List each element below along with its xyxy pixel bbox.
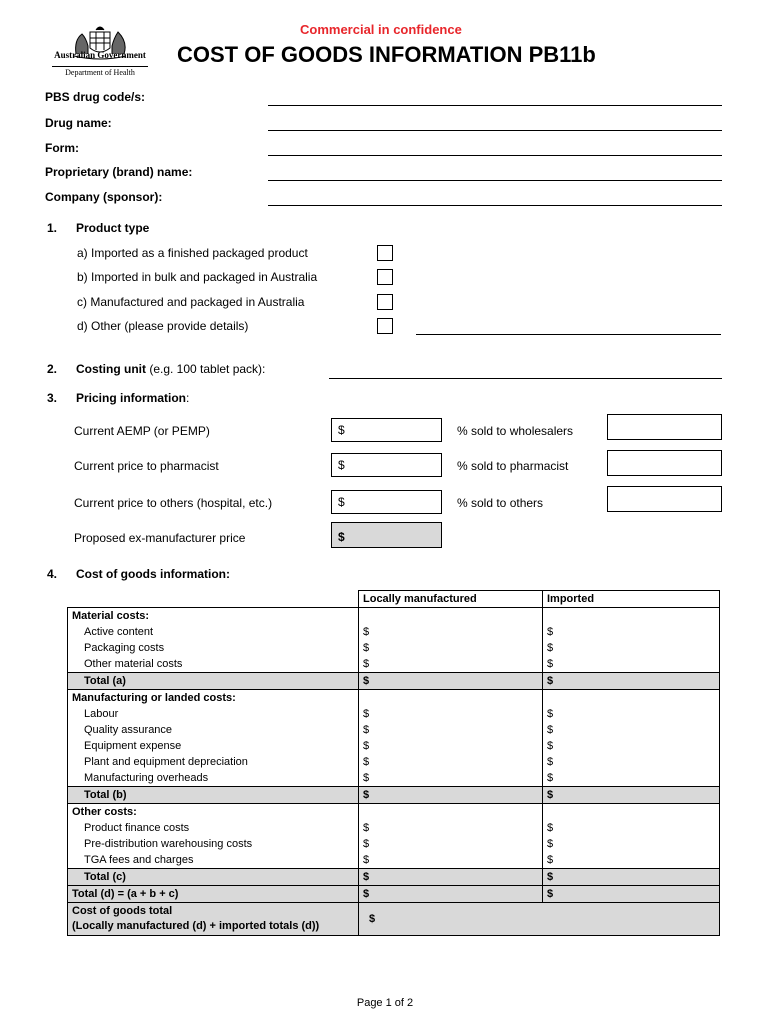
product-type-checkbox-a[interactable] <box>377 245 393 261</box>
pct-wholesalers-input[interactable] <box>607 414 722 440</box>
product-type-option-b: b) Imported in bulk and packaged in Australia <box>77 270 318 284</box>
product-type-checkbox-c[interactable] <box>377 294 393 310</box>
section-1-heading: Product type <box>76 221 150 235</box>
brand-name-label: Proprietary (brand) name: <box>45 165 193 179</box>
section-title: Material costs: <box>68 608 359 625</box>
imported-cost-cell[interactable]: $ <box>543 820 720 836</box>
pbs-code-label: PBS drug code/s: <box>45 90 146 104</box>
table-row <box>68 820 720 836</box>
local-cost-cell[interactable]: $ <box>359 722 543 738</box>
government-name: Australian Government <box>54 50 146 60</box>
row-label: Other material costs <box>68 656 359 673</box>
section-1-number: 1. <box>47 221 58 235</box>
table-row <box>68 836 720 852</box>
pct-pharmacist-input[interactable] <box>607 450 722 476</box>
row-label: Manufacturing overheads <box>68 770 359 787</box>
total-row-c <box>68 869 720 886</box>
imported-total-cell[interactable]: $ <box>543 673 720 690</box>
pricing-heading-text: Pricing information <box>76 391 187 405</box>
table-row <box>68 624 720 640</box>
imported-cost-cell[interactable]: $ <box>543 706 720 722</box>
costing-unit-hint: (e.g. 100 tablet pack): <box>145 362 266 376</box>
total-row-b <box>68 787 720 804</box>
total-label: Total (a) <box>68 673 359 690</box>
col-imported: Imported <box>543 591 720 608</box>
costing-unit-field[interactable] <box>329 378 722 379</box>
pbs-code-field[interactable] <box>268 105 722 106</box>
cost-of-goods-total-row <box>68 903 720 936</box>
section-row-material <box>68 608 720 625</box>
company-label: Company (sponsor): <box>45 190 163 204</box>
grand-total-label: Total (d) = (a + b + c) <box>68 886 359 903</box>
total-label: Total (c) <box>68 869 359 886</box>
row-label: Active content <box>68 624 359 640</box>
imported-cost-cell[interactable]: $ <box>543 624 720 640</box>
imported-cost-cell[interactable]: $ <box>543 852 720 869</box>
final-label-line-2: (Locally manufactured (d) + imported totals (d)) <box>72 920 320 932</box>
cost-of-goods-total-label <box>68 903 359 936</box>
proposed-price-input[interactable]: $ <box>331 522 442 548</box>
header-blank-cell <box>68 591 359 608</box>
row-label: Pre-distribution warehousing costs <box>68 836 359 852</box>
company-field[interactable] <box>268 205 722 206</box>
total-row-d <box>68 886 720 903</box>
drug-name-field[interactable] <box>268 130 722 131</box>
imported-total-cell[interactable]: $ <box>543 787 720 804</box>
brand-name-field[interactable] <box>268 180 722 181</box>
row-label: Quality assurance <box>68 722 359 738</box>
col-locally-manufactured: Locally manufactured <box>359 591 543 608</box>
local-total-cell[interactable]: $ <box>359 787 543 804</box>
costing-unit-heading: Costing unit <box>76 362 146 376</box>
pharmacist-price-input[interactable]: $ <box>331 453 442 477</box>
section-row-manufacturing <box>68 690 720 707</box>
section-row-other <box>68 804 720 821</box>
section-3-number: 3. <box>47 391 58 405</box>
row-label: Plant and equipment depreciation <box>68 754 359 770</box>
imported-cost-cell[interactable]: $ <box>543 722 720 738</box>
cost-of-goods-table <box>67 590 720 936</box>
imported-grand-total-cell[interactable]: $ <box>543 886 720 903</box>
local-cost-cell[interactable]: $ <box>359 706 543 722</box>
pharmacist-price-label: Current price to pharmacist <box>74 459 219 473</box>
section-2-number: 2. <box>47 362 58 376</box>
section-4-number: 4. <box>47 567 58 581</box>
product-type-option-a: a) Imported as a finished packaged product <box>77 246 308 260</box>
imported-total-cell[interactable]: $ <box>543 869 720 886</box>
row-label: Packaging costs <box>68 640 359 656</box>
local-cost-cell[interactable]: $ <box>359 852 543 869</box>
page-number: Page 1 of 2 <box>356 997 414 1009</box>
local-cost-cell[interactable]: $ <box>359 624 543 640</box>
total-row-a <box>68 673 720 690</box>
local-cost-cell[interactable]: $ <box>359 656 543 673</box>
pricing-heading-colon: : <box>186 391 190 405</box>
section-4-heading: Cost of goods information: <box>76 567 230 581</box>
row-label: TGA fees and charges <box>68 852 359 869</box>
others-price-input[interactable]: $ <box>331 490 442 514</box>
table-row <box>68 852 720 869</box>
product-type-checkbox-b[interactable] <box>377 269 393 285</box>
cost-of-goods-total-cell[interactable]: $ <box>359 903 720 936</box>
section-title: Manufacturing or landed costs: <box>68 690 359 707</box>
imported-cost-cell[interactable]: $ <box>543 738 720 754</box>
form-title: COST OF GOODS INFORMATION PB11b <box>177 42 596 67</box>
table-row <box>68 722 720 738</box>
local-cost-cell[interactable]: $ <box>359 770 543 787</box>
table-row <box>68 738 720 754</box>
table-row <box>68 754 720 770</box>
department-name: Department of Health <box>52 66 148 77</box>
pct-others-label: % sold to others <box>457 496 544 510</box>
imported-cost-cell[interactable]: $ <box>543 656 720 673</box>
row-label: Product finance costs <box>68 820 359 836</box>
others-price-label: Current price to others (hospital, etc.) <box>74 496 273 510</box>
row-label: Labour <box>68 706 359 722</box>
pct-pharmacist-label: % sold to pharmacist <box>457 459 569 473</box>
table-header-row <box>68 591 720 608</box>
table-row <box>68 770 720 787</box>
form-field[interactable] <box>268 155 722 156</box>
pct-wholesalers-label: % sold to wholesalers <box>457 424 574 438</box>
product-type-option-c: c) Manufactured and packaged in Australia <box>77 295 305 309</box>
form-label: Form: <box>45 141 79 155</box>
local-cost-cell[interactable]: $ <box>359 754 543 770</box>
table-row <box>68 706 720 722</box>
local-grand-total-cell[interactable]: $ <box>359 886 543 903</box>
section-title: Other costs: <box>68 804 359 821</box>
costing-unit-label <box>76 362 265 376</box>
other-details-field[interactable] <box>416 334 721 335</box>
drug-name-label: Drug name: <box>45 116 112 130</box>
imported-cost-cell[interactable]: $ <box>543 836 720 852</box>
final-label-line-1: Cost of goods total <box>72 905 173 917</box>
local-total-cell[interactable]: $ <box>359 673 543 690</box>
aemp-input[interactable]: $ <box>331 418 442 442</box>
pricing-heading <box>76 391 189 405</box>
local-cost-cell[interactable]: $ <box>359 820 543 836</box>
confidential-label: Commercial in confidence <box>300 22 462 37</box>
imported-cost-cell[interactable]: $ <box>543 770 720 787</box>
total-label: Total (b) <box>68 787 359 804</box>
local-total-cell[interactable]: $ <box>359 869 543 886</box>
local-cost-cell[interactable]: $ <box>359 738 543 754</box>
imported-cost-cell[interactable]: $ <box>543 640 720 656</box>
product-type-checkbox-d[interactable] <box>377 318 393 334</box>
pct-others-input[interactable] <box>607 486 722 512</box>
table-row <box>68 656 720 673</box>
proposed-price-label: Proposed ex-manufacturer price <box>74 531 246 545</box>
imported-cost-cell[interactable]: $ <box>543 754 720 770</box>
row-label: Equipment expense <box>68 738 359 754</box>
local-cost-cell[interactable]: $ <box>359 836 543 852</box>
local-cost-cell[interactable]: $ <box>359 640 543 656</box>
table-row <box>68 640 720 656</box>
product-type-option-d: d) Other (please provide details) <box>77 319 249 333</box>
aemp-label: Current AEMP (or PEMP) <box>74 424 210 438</box>
